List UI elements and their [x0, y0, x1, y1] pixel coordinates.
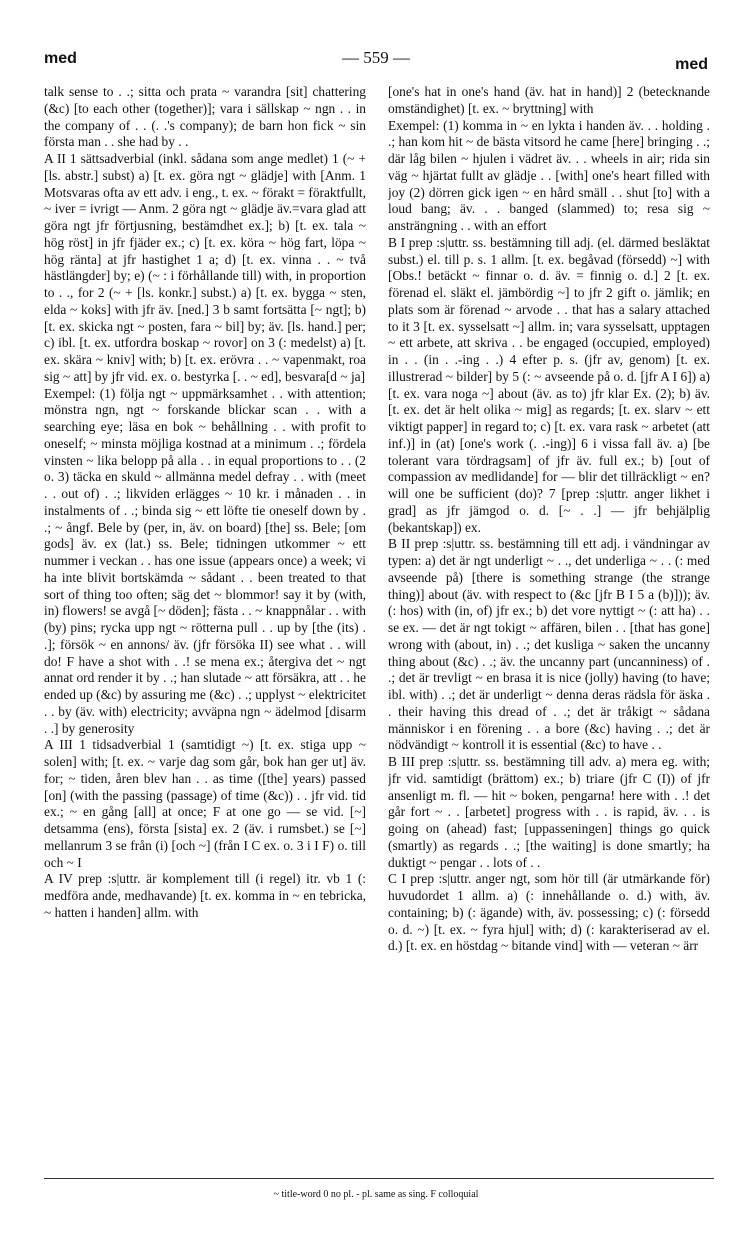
- entry-paragraph: A IV prep :s|uttr. är komplement till (i regel) itr. vb 1 (: medföra ande, medhavande) [t. ex. komma in ~ en tebricka, ~ hatten i handen] allm. with: [44, 871, 366, 920]
- entry-paragraph: B II prep :s|uttr. ss. bestämning till ett adj. i vändningar av typen: a) det är ngt underligt ~ . ., det underliga ~ . . (: med avseende på) [there is something strange (the strange thing)] about (äv. with respect to (&c [jfr B I 5 a (b)])); äv. (: hos) with (in, of) jfr ex.; b) det vore nyttigt ~ (: att ha) . . se ex. — det är ngt tokigt ~ affären, bilen . . [that has gone] wrong with (about, in) . .; det kusliga ~ saken the uncanny thing about (&c) . .; äv. the uncanny part (uncanniness) of . .; det är trevligt ~ en brasa it is nice (jolly) having (to have; ibl. with) . .; det är underligt ~ denna deras rädsla för äska . . their having this dread of . .; det är tråkigt ~ sådana människor i en förening . . a bore (&c) having . .; det är nödvändigt ~ kontroll it is essential (&c) to have . .: [388, 536, 710, 753]
- entry-paragraph: [one's hat in one's hand (äv. hat in hand)] 2 (betecknande omständighet) [t. ex. ~ bryttning] with: [388, 84, 710, 116]
- header-right-word: med: [675, 56, 708, 73]
- entry-paragraph: B I prep :s|uttr. ss. bestämning till adj. (el. därmed besläktat subst.) el. till p. s. 1 allm. [t. ex. begåvad (försedd) ~] with [Obs.! betäckt ~ finnar o. d. äv. = finnig o. d.] 2 [t. ex. förenad el. släkt el. jämbördig ~] to jfr 2 gift o. jämlik; en plats som är förenad ~ arvode . . that has a salary attached to it 3 [t. ex. sysselsatt ~] allm. in; vara sysselsatt, upptagen ~ ett arbete, att skriva . . be engaged (occupied, employed) in . . (in . .-ing . .) 4 efter p. s. (jfr av, genom) [t. ex. illustrerad ~ bilder] by 5 (: ~ avseende på o. d. [jfr A I 6]) a) [t. ex. vara noga ~] about (äv. as to) jfr klar Ex. (2); b) äv. [t. ex. det är helt olika ~ mig] as regards; [t. ex. slarv ~ ett viktigt papper] in regard to; c) [t. ex. vara rask ~ arbetet (att inf.)] in (at) [one's work (. .-ing)] 6 i vissa fall äv. a) [be tolerant vara tördragsam] of jfr äv. full ex.; b) [out of compassion av medlidande] for — blir det tillräckligt ~ en? will one be sufficient (do)? 7 [prep :s|uttr. anger likhet i grad] as jfr jämgod o. d. [~ . .] — jfr behjälplig (bekantskap]) ex.: [388, 234, 710, 535]
- footer-rule: [44, 1178, 714, 1179]
- page-number: — 559 —: [342, 48, 410, 67]
- entry-paragraph: Exempel: (1) komma in ~ en lykta i handen äv. . . holding . .; han kom hit ~ de bästa vitsord he came [here] bringing . .; där låg bilen ~ hjulen i vädret äv. . . wheels in air; rida sin väg ~ hjärtat fullt av glädje . . [with] one's heart filled with joy (2) dörren gick igen ~ en hård smäll . . shut [to] with a loud bang; äv. . . banged (slammed) to; resa sig ~ ansträngning . . with an effort: [388, 117, 710, 233]
- left-column: [44, 84, 366, 1169]
- entry-paragraph: A III 1 tidsadverbial 1 (samtidigt ~) [t. ex. stiga upp ~ solen] with; [t. ex. ~ varje dag som går, bok han ger ut] äv. for; ~ tiden, åren blev han . . as time ([the] years) passed [on] (with the passing (passage) of time (&c)) . . jfr vid. tid ex.; ~ en gång [all] at once; F at one go — se vid. [~] detsamma (ens), första [sista] ex. 2 (äv. i rumsbet.) se [~] mellanrum 3 se från (i) [och ~] (från I C ex. o. 3 i I F) o. till och ~ I: [44, 737, 366, 870]
- right-column: [388, 84, 710, 1169]
- entry-paragraph: B III prep :s|uttr. ss. bestämning till adv. a) mera eg. with; jfr vid. samtidigt (brättom) ex.; b) triare (jfr C (I)) of jfr ansenligt m. fl. — hit ~ boken, pengarna! here with . .! det går fort ~ . . [arbetet] progress with . . is rapid, äv. . . is going on (ahead) fast; [uppasseningen] things go quick (smartly) as regards . .; [the waiting] is done smartly; ha duktigt ~ pengar . . lots of . .: [388, 754, 710, 870]
- header-left-word: med: [44, 50, 77, 67]
- entry-paragraph: talk sense to . .; sitta och prata ~ varandra [sit] chattering (&c) [to each other (together)]; vara i sällskap ~ ngn . . in the company of . . (. .'s company); de barn hon fick ~ sin första man . . she had by . .: [44, 84, 366, 150]
- text-columns: [44, 84, 714, 1169]
- entry-paragraph: A II 1 sättsadverbial (inkl. sådana som ange medlet) 1 (~ + [ls. abstr.] subst) a) [t. ex. göra ngt ~ glädje] with [Anm. 1 Motsvaras ofta av ett adv. i eng., t. ex. ~ förakt = föraktfullt, ~ iver = ivrigt — Anm. 2 göra ngt ~ glädje äv.=vara glad att göra ngt jfr förtjusning, bestämdhet ex.]; b) [t. ex. tala ~ hög röst] in jfr fjäder ex.; c) [t. ex. köra ~ hög fart, löpa ~ hög ränta] at jfr hastighet 1 a; d) [t. ex. vinna . . ~ två hästlängder] by; e) (~ : i förhållande till) with, in proportion to . ., for 2 (~ + [ls. konkr.] subst.) a) [t. ex. bygga ~ sten, elda ~ koks] with jfr äv. [ned.] 3 b samt fortsätta [~ ngt]; b) [t. ex. skicka ngt ~ posten, fara ~ bil] by; äv. [ls. hand.] per; c) ibl. [t. ex. utfordra boskap ~ rovor] on 3 (: medelst) a) [t. ex. skära ~ kniv] with; b) [t. ex. erövra . . ~ vapenmakt, roa sig ~ att] by jfr vid. ex. o. bestyrka [. . ~ ed], besvara[d ~ ja]: [44, 151, 366, 384]
- entry-paragraph: C I prep :s|uttr. anger ngt, som hör till (är utmärkande för) huvudordet 1 allm. a) (: innehållande o. d.) with, äv. containing; b) (: ägande) with, äv. possessing; c) (: försedd o. d. ~) [t. ex. ~ fyra hjul] with; d) (: karakteriserad av el. d.) [t. ex. en höstdag ~ bitande vind] with — veteran ~ ärr: [388, 871, 710, 954]
- entry-paragraph: Exempel: (1) följa ngt ~ uppmärksamhet . . with attention; mönstra ngn, ngt ~ forskande blickar scan . . with a searching eye; läsa en bok ~ behållning . . with profit to oneself; ~ minsta möjliga kostnad at a minimum . .; fördela vinsten ~ lika belopp på alla . . in equal proportions to . . (2 o. 3) täcka en skuld ~ allmänna medel defray . . with (meet . . out of) . .; likviden erlägges ~ 10 kr. i månaden . . in instalments of . .; binda sig ~ ett löfte tie oneself down by . .; ~ ångf. Bele by (per, in, äv. on board) [the] ss. Bele; [om gods] äv. ex (lat.) ss. Bele; tidningen utkommer ~ ett nummer i veckan . . has one issue (appears once) a week; vi ha inte blivit bortskämda ~ sådant . . been treated to that sort of thing too often; säg det ~ blommor! say it by (with, in) flowers! se avgå [~ döden]; fästa . . ~ knappnålar . . with (by) pins; rycka upp ngt ~ rötterna pull . . up by [the (its) . .]; försök ~ en annons/ äv. (jfr försöka II) see what . . will do! F have a shot with . .! se mena ex.; återgiva det ~ ngt annat ord render it by . .; han slutade ~ att försäkra, att . . he ended up (&c) by assuring me (&c) . .; upplyst ~ elektricitet . . by (äv. with) electricity; avväpna ngn ~ ädelmod [disarm . .] by generosity: [44, 385, 366, 736]
- page-header: [44, 48, 708, 78]
- footer-legend: ~ title-word 0 no pl. - pl. same as sing. F colloquial: [273, 1189, 479, 1200]
